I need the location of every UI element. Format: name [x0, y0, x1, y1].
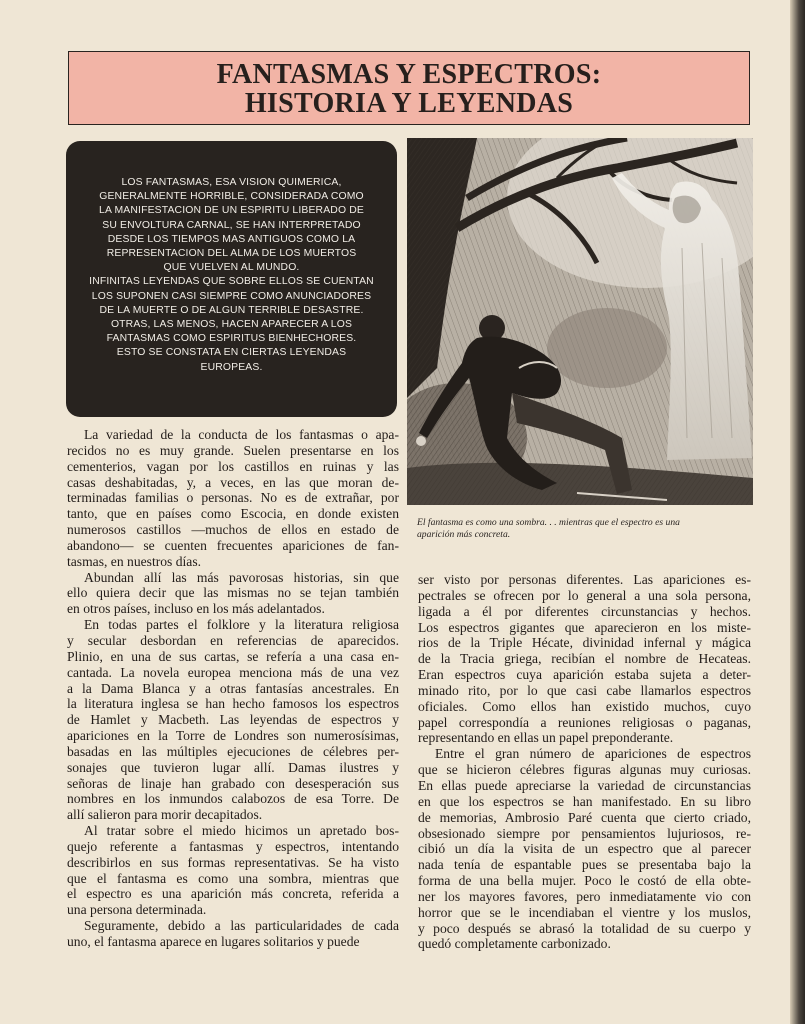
intro-line: SU ENVOLTURA CARNAL, SE HAN INTERPRETADO: [102, 219, 361, 231]
article-line: numerosos castillos —muchos de ellos en estado de: [67, 522, 399, 538]
article-line: de memorias, Ambrosio Paré cuenta que cierto criado,: [418, 809, 751, 825]
article-line: ser visto por personas diferentes. Las apariciones es-: [418, 572, 751, 587]
article-line: en otros países, incluso en los más adelantados.: [67, 601, 325, 617]
article-line: pectrales se ofrecen por lo general a una sola persona,: [418, 587, 751, 603]
article-line: ner los mayores favores, pero inmediatamente vio con: [418, 888, 751, 904]
page-edge-shadow: [790, 0, 805, 1024]
ghost-illustration: [407, 138, 753, 505]
article-line: forma de una bella mujer. Poco le costó de ella obte-: [418, 873, 751, 889]
article-line: la literatura inglesa se han hecho famosos los espectros: [67, 696, 399, 712]
intro-line: QUE VUELVEN AL MUNDO.: [163, 262, 300, 274]
article-line: rios de la Triple Hécate, divinidad infernal y mágica: [418, 635, 751, 651]
article-line: Abundan allí las más pavorosas historias, sin que: [84, 569, 399, 585]
intro-line: LOS SUPONEN CASI SIEMPRE COMO ANUNCIADORES: [91, 290, 372, 302]
article-line: el espectro es una aparición más concreta, referida a: [67, 886, 399, 902]
article-line: y secular desbordan en referencias de aparecidos.: [67, 632, 399, 648]
article-line: de Hamlet y Macbeth. Las leyendas de espectros y: [67, 712, 399, 728]
article-line: allí salieron para morir decapitados.: [67, 807, 263, 823]
article-line: señoras de linaje han grabado con desesperación sus: [67, 775, 399, 791]
article-line: La variedad de la conducta de los fantasmas o apa-: [84, 427, 399, 442]
article-line: En ellas puede apreciarse la variedad de circunstancias: [418, 777, 751, 793]
article-line: apariciones en la Torre de Londres son numerosísimas,: [67, 728, 399, 744]
article-line: ligada a él por diferentes circunstancias y hechos.: [418, 603, 751, 619]
intro-line: OTRAS, LAS MENOS, HACEN APARECER A LOS: [110, 319, 353, 331]
illustration-caption: [417, 517, 757, 541]
article-line: cementerios, vagan por los castillos en ruinas y las: [67, 458, 399, 474]
article-line: quedó completamente carbonizado.: [418, 936, 611, 952]
article-line: uno, el fantasma aparece en lugares solitarios y puede: [67, 934, 360, 949]
article-line: minado rito, por lo que casi cabe llamarlos espectros: [418, 682, 751, 698]
intro-line: LOS FANTASMAS, ESA VISION QUIMERICA,: [121, 177, 342, 188]
article-line: abandono— se cuenten frecuentes apariciones de fan-: [67, 537, 399, 553]
article-line: horror que se le incendiaban el vientre y los muslos,: [418, 904, 751, 920]
article-line: En todas partes el folklore y la literatura religiosa: [84, 617, 399, 633]
article-line: Seguramente, debido a las particularidades de cada: [84, 918, 399, 934]
intro-line: REPRESENTACION DEL ALMA DE LOS MUERTOS: [106, 248, 357, 260]
engraving-drawing: [407, 138, 753, 505]
intro-line: DE LA MUERTE O DE ALGUN TERRIBLE DESASTRE.: [99, 304, 364, 316]
article-line: papel correspondía a reuniones religiosas o paganas,: [418, 714, 751, 730]
article-line: Al tratar sobre el miedo hicimos un apretado bos-: [84, 823, 399, 839]
title-line-1: FANTASMAS Y ESPECTROS:: [216, 59, 602, 90]
article-line: Entre el gran número de apariciones de espectros: [435, 746, 751, 762]
article-line: terminadas familias o personas. No es de extrañar, por: [67, 490, 399, 506]
article-line: representando en ellas un papel preponderante.: [418, 730, 674, 746]
caption-line: El fantasma es como una sombra. . . mientras que el espectro es una: [417, 517, 680, 528]
intro-line: ESTO SE CONSTATA EN CIERTAS LEYENDAS: [116, 347, 347, 359]
article-line: que el fantasma es como una sombra, mientras que: [67, 870, 399, 886]
article-line: obsesionado siempre por pensamientos lujuriosos, re-: [418, 825, 751, 841]
intro-line: GENERALMENTE HORRIBLE, CONSIDERADA COMO: [99, 191, 364, 203]
article-line: y poco después se abrasó la totalidad de su cuerpo y: [418, 920, 751, 936]
article-line: casas deshabitadas, y, a veces, en las que moran de-: [67, 474, 399, 490]
article-line: que se hicieron célebres figuras algunas muy curiosas.: [418, 762, 751, 778]
article-line: nombres en los inmundos calabozos de esa Torre. De: [67, 791, 399, 807]
article-column-left: [67, 427, 399, 950]
article-line: recidos no es muy grande. Suelen presentarse en los: [67, 442, 399, 458]
article-line: tasmas, en nuestros días.: [67, 553, 202, 569]
article-line: describirlos en sus formas representativas. Se ha visto: [67, 854, 399, 870]
article-line: Plinio, en una de sus cartas, se refería a una casa en-: [67, 648, 399, 664]
article-line: ello quiera decir que las mismas no se tejan también: [67, 585, 399, 601]
intro-line: EUROPEAS.: [200, 361, 263, 373]
article-line: cantada. La novela europea menciona más de una vez: [67, 664, 399, 680]
intro-line: INFINITAS LEYENDAS QUE SOBRE ELLOS SE CUENTAN: [89, 276, 374, 288]
article-line: en que los espectros se han manifestado. En su libro: [418, 793, 751, 809]
article-line: Los espectros gigantes que aparecieron en los miste-: [418, 619, 751, 635]
caption-line: aparición más concreta.: [417, 529, 511, 540]
article-column-right: [418, 572, 751, 952]
article-line: quejo referente a fantasmas y espectros, intentando: [67, 838, 399, 854]
article-line: a la Dama Blanca y a otras fantasías ancestrales. En: [67, 680, 399, 696]
title-line-2: HISTORIA Y LEYENDAS: [244, 88, 574, 119]
article-line: Eran espectros cuya aparición estaba sujeta a deter-: [418, 667, 751, 683]
title-banner: [68, 51, 750, 125]
intro-line: FANTASMAS COMO ESPIRITUS BIENHECHORES.: [106, 333, 357, 345]
article-line: basadas en las múltiples ejecuciones de célebres per-: [67, 743, 399, 759]
article-line: tanto, que en países como Escocia, en donde existen: [67, 506, 399, 522]
article-line: oficiales. Como ellos han existido muchos, cuyo: [418, 698, 751, 714]
intro-summary-box: [66, 141, 397, 417]
article-line: sonajes que tuvieron lugar allí. Damas ilustres y: [67, 759, 399, 775]
article-line: nada tenía de espantable pues se presentaba bajo la: [418, 857, 751, 873]
intro-line: DESDE LOS TIEMPOS MAS ANTIGUOS COMO LA: [107, 233, 356, 245]
article-line: cibió un día la visita de un espectro que al parecer: [418, 841, 751, 857]
article-line: de la Tracia griega, recibían el nombre de Hecateas.: [418, 651, 751, 667]
intro-line: LA MANIFESTACION DE UN ESPIRITU LIBERADO DE: [99, 205, 364, 217]
article-line: una persona determinada.: [67, 902, 207, 918]
